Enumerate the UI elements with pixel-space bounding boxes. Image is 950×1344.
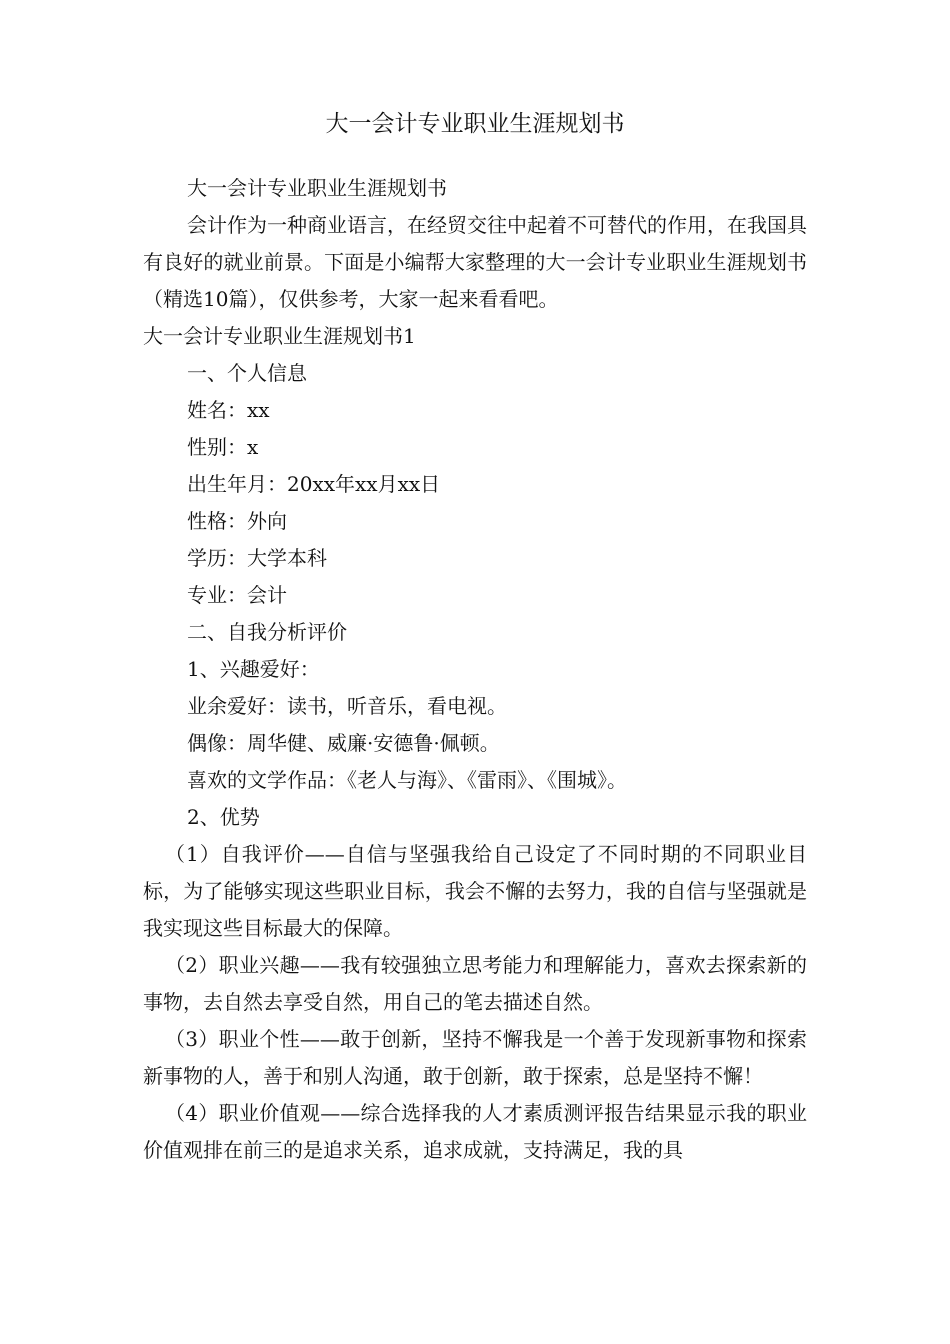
document-body (143, 170, 807, 1169)
heading-interests: 1、兴趣爱好： (187, 657, 320, 681)
paragraph-intro: 会计作为一种商业语言，在经贸交往中起着不可替代的作用，在我国具有良好的就业前景。下面是小编帮大家整理的大一会计专业职业生涯规划书（精选10篇），仅供参考，大家一起来看看吧。 (143, 213, 807, 311)
interest-literature: 喜欢的文学作品：《老人与海》、《雷雨》、《围城》。 (187, 768, 627, 792)
info-education: 学历：大学本科 (187, 546, 327, 570)
document-title: 大一会计专业职业生涯规划书 (325, 111, 625, 137)
interest-hobbies: 业余爱好：读书，听音乐，看电视。 (187, 694, 507, 718)
strength-self-evaluation: （1）自我评价——自信与坚强我给自己设定了不同时期的不同职业目标，为了能够实现这些职业目标，我会不懈的去努力，我的自信与坚强就是我实现这些目标最大的保障。 (143, 842, 807, 940)
strength-career-interest: （2）职业兴趣——我有较强独立思考能力和理解能力，喜欢去探索新的事物，去自然去享受自然，用自己的笔去描述自然。 (143, 953, 807, 1014)
info-personality: 性格：外向 (187, 509, 287, 533)
info-name: 姓名：xx (187, 398, 270, 422)
info-gender: 性别：x (187, 435, 259, 459)
section-heading-plan-1: 大一会计专业职业生涯规划书1 (143, 324, 416, 348)
strength-career-values: （4）职业价值观——综合选择我的人才素质测评报告结果显示我的职业价值观排在前三的是追求关系，追求成就，支持满足，我的具 (143, 1101, 807, 1162)
interest-idols: 偶像：周华健、威廉·安德鲁·佩顿。 (187, 731, 500, 755)
heading-strengths: 2、优势 (187, 805, 260, 829)
paragraph-subtitle: 大一会计专业职业生涯规划书 (187, 176, 447, 200)
info-birthdate: 出生年月：20xx年xx月xx日 (187, 472, 441, 496)
heading-self-analysis: 二、自我分析评价 (187, 620, 347, 644)
info-major: 专业：会计 (187, 583, 287, 607)
strength-career-personality: （3）职业个性——敢于创新，坚持不懈我是一个善于发现新事物和探索新事物的人，善于和别人沟通，敢于创新，敢于探索，总是坚持不懈！ (143, 1027, 807, 1088)
heading-personal-info: 一、个人信息 (187, 361, 307, 385)
